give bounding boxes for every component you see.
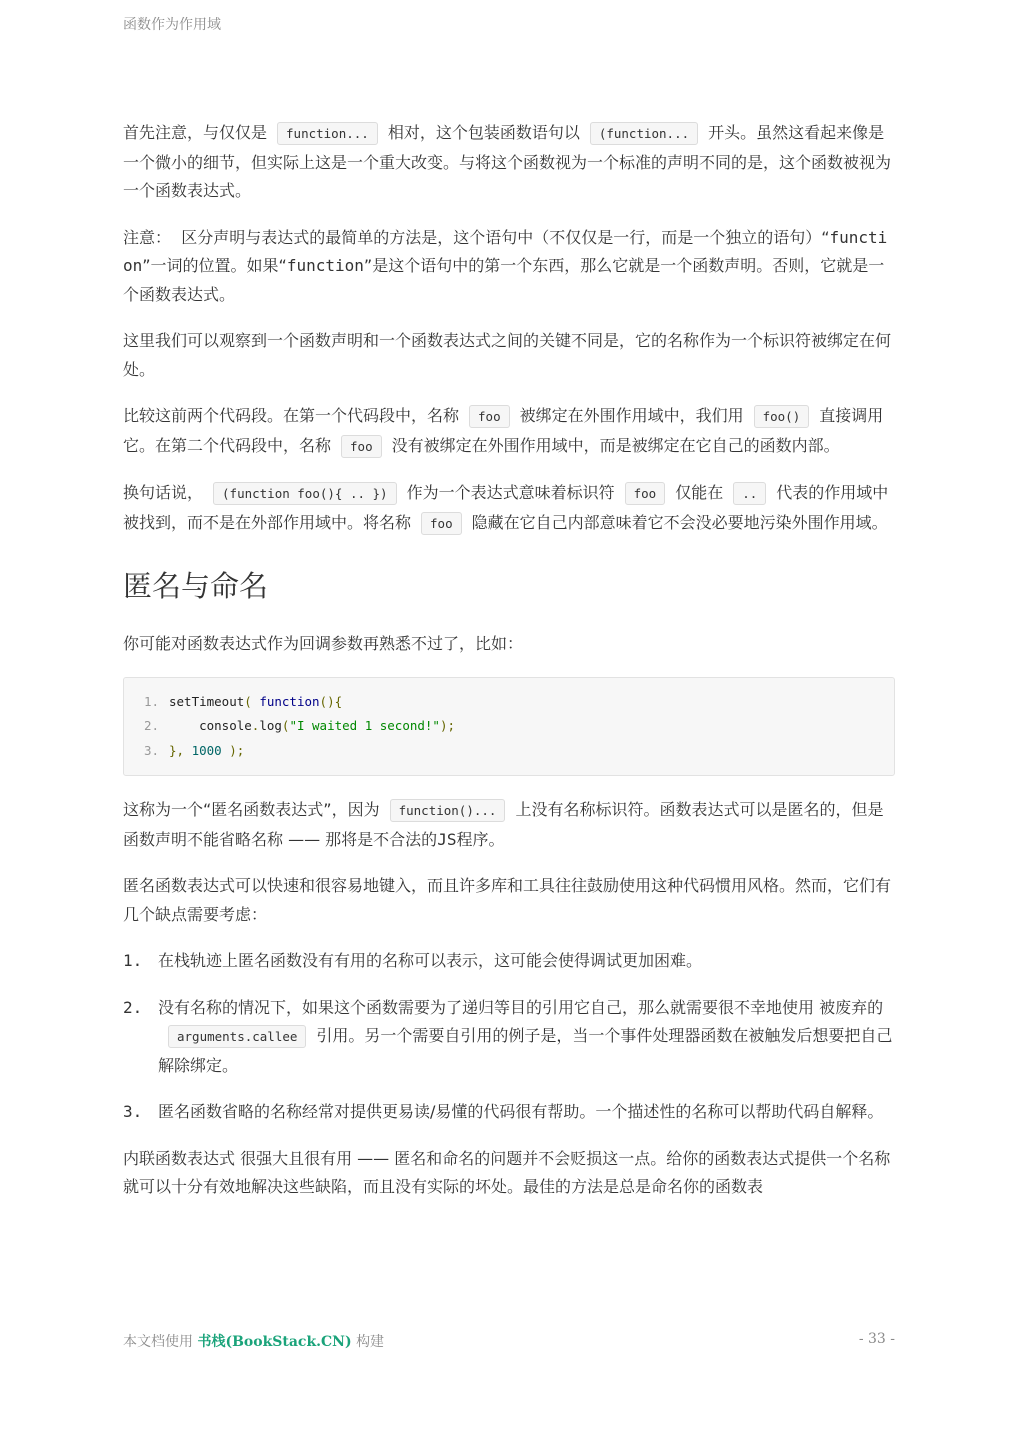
- inline-code: (function...: [590, 122, 698, 145]
- line-number: 1.: [144, 693, 160, 709]
- inline-code: foo: [341, 435, 382, 458]
- footer-suffix: 构建: [356, 1334, 385, 1350]
- inline-code: function()...: [390, 799, 506, 822]
- main-content: [123, 119, 895, 1220]
- paragraph-4: 比较这前两个代码段。在第一个代码段中，名称 foo 被绑定在外围作用域中，我们用 foo() 直接调用它。在第二个代码段中，名称 foo 没有被绑定在外围作用域中，而是被绑定在它自己的函数内部。: [123, 402, 895, 461]
- note-paragraph: 注意： 区分声明与表达式的最简单的方法是，这个语句中（不仅仅是一行，而是一个独立的语句）“function”一词的位置。如果“function”是这个语句中的第一个东西，那么它就是一个函数声明。否则，它就是一个函数表达式。: [123, 227, 888, 304]
- footer-brand-link[interactable]: 书栈(BookStack.CN): [197, 1334, 352, 1350]
- code-block: [123, 677, 895, 777]
- list-number: 2.: [123, 997, 143, 1017]
- note-label: 注意：: [123, 227, 172, 247]
- list-item: 2. 没有名称的情况下，如果这个函数需要为了递归等目的引用它自己，那么就需要很不幸地使用 被废弃的arguments.callee 引用。另一个需要自引用的例子是，当一个事件处理器函数在被触发后想要把自己解除绑定。: [123, 994, 895, 1081]
- section-heading: 匿名与命名: [123, 569, 269, 603]
- code-line: 2. console.log("I waited 1 second!");: [124, 714, 894, 739]
- code-line: 1. setTimeout( function(){: [124, 690, 894, 715]
- running-header: 函数作为作用域: [123, 17, 221, 33]
- footer-prefix: 本文档使用: [123, 1334, 193, 1350]
- list-number: 3.: [123, 1102, 143, 1121]
- inline-code: arguments.callee: [168, 1025, 306, 1048]
- line-number: 2.: [144, 718, 160, 733]
- page-number: - 33 -: [858, 1331, 895, 1347]
- list-item: 1. 在栈轨迹上匿名函数没有有用的名称可以表示，这可能会使得调试更加困难。: [123, 947, 895, 976]
- inline-code: function...: [277, 122, 378, 145]
- line-number: 3.: [144, 742, 160, 758]
- code-line: 3. }, 1000 );: [124, 739, 894, 764]
- list-number: 1.: [123, 951, 143, 970]
- inline-code: foo: [469, 405, 510, 428]
- paragraph-9: 内联函数表达式 很强大且很有用 —— 匿名和命名的问题并不会贬损这一点。给你的函数表达式提供一个名称就可以十分有效地解决这些缺陷，而且没有实际的坏处。最佳的方法是总是命名你的函数表: [123, 1148, 891, 1196]
- paragraph-3: 这里我们可以观察到一个函数声明和一个函数表达式之间的关键不同是，它的名称作为一个标识符被绑定在何处。: [123, 331, 892, 379]
- page-footer: [123, 1331, 895, 1351]
- paragraph-6: 你可能对函数表达式作为回调参数再熟悉不过了，比如：: [123, 634, 524, 653]
- inline-code: foo(): [754, 405, 810, 428]
- paragraph-1: 首先注意，与仅仅是 function... 相对，这个包装函数语句以 (function... 开头。虽然这看起来像是一个微小的细节，但实际上这是一个重大改变。与将这个函数视为一个标准的声明不同的是，这个函数被视为一个函数表达式。: [123, 123, 892, 200]
- inline-code: foo: [625, 482, 666, 505]
- paragraph-8: 匿名函数表达式可以快速和很容易地键入，而且许多库和工具往往鼓励使用这种代码惯用风格。然而，它们有几个缺点需要考虑：: [123, 876, 892, 924]
- inline-code: foo: [421, 512, 462, 535]
- inline-code: ..: [733, 482, 766, 505]
- paragraph-7: 这称为一个“匿名函数表达式”，因为 function()... 上没有名称标识符。函数表达式可以是匿名的，但是函数声明不能省略名称 —— 那将是不合法的JS程序。: [123, 800, 884, 849]
- drawbacks-list: [123, 947, 895, 1127]
- list-item: 3. 匿名函数省略的名称经常对提供更易读/易懂的代码很有帮助。一个描述性的名称可以帮助代码自解释。: [123, 1098, 895, 1127]
- paragraph-5: 换句话说， (function foo(){ .. }) 作为一个表达式意味着标识符 foo 仅能在 .. 代表的作用域中被找到，而不是在外部作用域中。将名称 foo 隐藏在它自己内部意味着它不会没必要地污染外围作用域。: [123, 479, 895, 538]
- inline-code: (function foo(){ .. }): [213, 482, 397, 505]
